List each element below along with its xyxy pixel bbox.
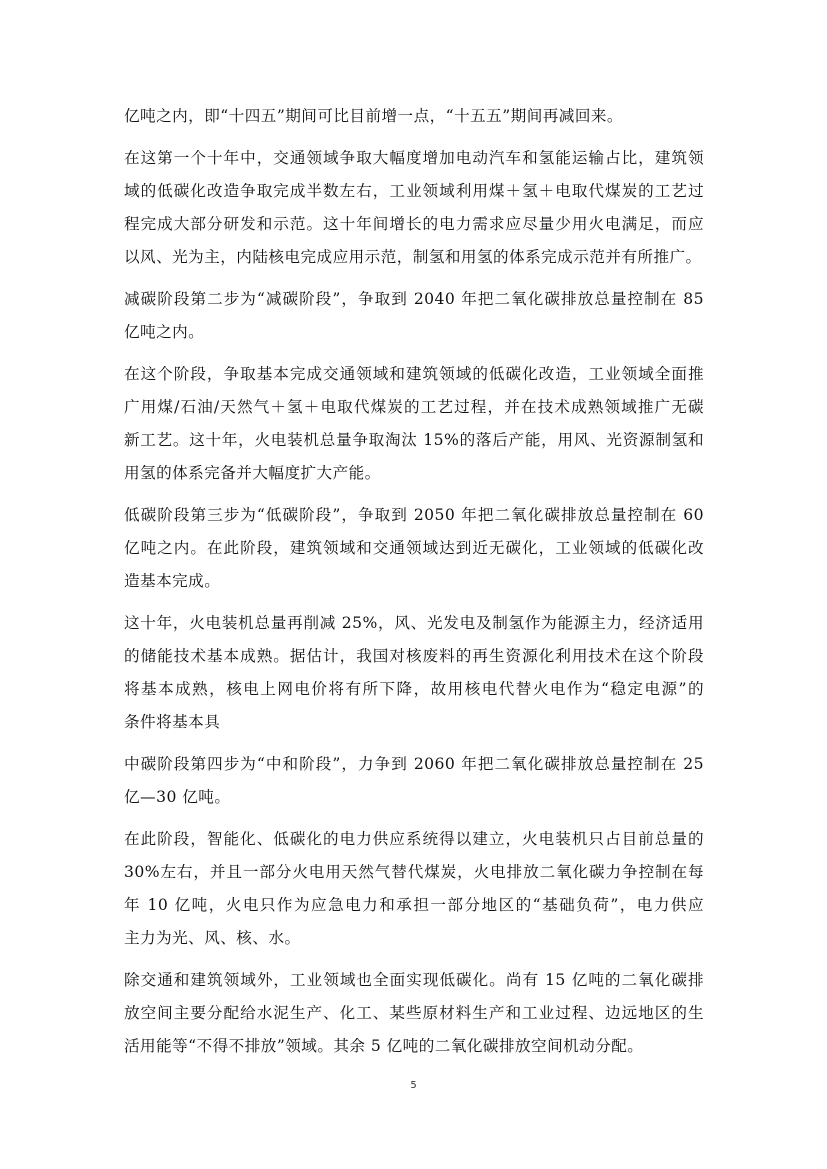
text-line: 主力为光、风、核、水。	[124, 929, 301, 947]
text-line: 中碳阶段第四步为“中和阶段”，力争到 2060 年把二氧化碳排放总量控制在 25	[124, 755, 704, 773]
paragraph-stage-three-heading	[124, 499, 704, 598]
paragraph-stage-three-detail	[124, 607, 704, 739]
text-line: 亿吨之内，即“十四五”期间可比目前增一点，“十五五”期间再减回来。	[124, 107, 623, 125]
text-line: 用氢的体系完备并大幅度扩大产能。	[124, 464, 381, 482]
text-line: 新工艺。这十年，火电装机总量争取淘汰 15%的落后产能，用风、光资源制氢和	[124, 431, 704, 449]
paragraph-remaining-emissions	[124, 964, 704, 1063]
text-line: 造基本完成。	[124, 572, 221, 590]
paragraph-first-decade	[124, 142, 704, 274]
text-line: 以风、光为主，内陆核电完成应用示范，制氢和用氢的体系完成示范并有所推广。	[124, 248, 702, 266]
text-line: 域的低碳化改造争取完成半数左右，工业领域利用煤＋氢＋电取代煤炭的工艺过	[124, 182, 704, 200]
text-line: 亿吨之内。	[124, 323, 205, 341]
text-line: 亿—30 亿吨。	[124, 788, 231, 806]
text-line: 广用煤/石油/天然气＋氢＋电取代煤炭的工艺过程，并在技术成熟领域推广无碳	[124, 398, 704, 416]
paragraph-stage-two-detail	[124, 358, 704, 490]
text-line: 活用能等“不得不排放”领域。其余 5 亿吨的二氧化碳排放空间机动分配。	[124, 1037, 644, 1055]
text-line: 减碳阶段第二步为“减碳阶段”，争取到 2040 年把二氧化碳排放总量控制在 85	[124, 290, 704, 308]
paragraph-stage-four-detail	[124, 823, 704, 955]
text-line: 程完成大部分研发和示范。这十年间增长的电力需求应尽量少用火电满足，而应	[124, 215, 704, 233]
paragraph-stage-four-heading	[124, 748, 704, 814]
text-line: 在此阶段，智能化、低碳化的电力供应系统得以建立，火电装机只占目前总量的	[124, 830, 704, 848]
text-line: 亿吨之内。在此阶段，建筑领域和交通领域达到近无碳化，工业领域的低碳化改	[124, 539, 704, 557]
text-line: 低碳阶段第三步为“低碳阶段”，争取到 2050 年把二氧化碳排放总量控制在 60	[124, 506, 704, 524]
text-line: 30%左右，并且一部分火电用天然气替代煤炭，火电排放二氧化碳力争控制在每	[124, 863, 704, 881]
text-line: 在这个阶段，争取基本完成交通领域和建筑领域的低碳化改造，工业领域全面推	[124, 365, 704, 383]
text-line: 放空间主要分配给水泥生产、化工、某些原材料生产和工业过程、边远地区的生	[124, 1004, 704, 1022]
text-line: 条件将基本具	[124, 713, 221, 731]
text-line: 这十年，火电装机总量再削减 25%，风、光发电及制氢作为能源主力，经济适用	[124, 614, 704, 632]
paragraph-emission-target-continuation	[124, 100, 704, 133]
text-line: 将基本成熟，核电上网电价将有所下降，故用核电代替火电作为“稳定电源”的	[124, 680, 704, 698]
text-line: 年 10 亿吨，火电只作为应急电力和承担一部分地区的“基础负荷”，电力供应	[124, 896, 704, 914]
text-line: 在这第一个十年中，交通领域争取大幅度增加电动汽车和氢能运输占比，建筑领	[124, 149, 704, 167]
page-number: 5	[410, 1080, 417, 1091]
text-line: 除交通和建筑领域外，工业领域也全面实现低碳化。尚有 15 亿吨的二氧化碳排	[124, 971, 704, 989]
body-text	[124, 100, 704, 1072]
text-line: 的储能技术基本成熟。据估计，我国对核废料的再生资源化利用技术在这个阶段	[124, 647, 704, 665]
paragraph-stage-two-heading	[124, 283, 704, 349]
